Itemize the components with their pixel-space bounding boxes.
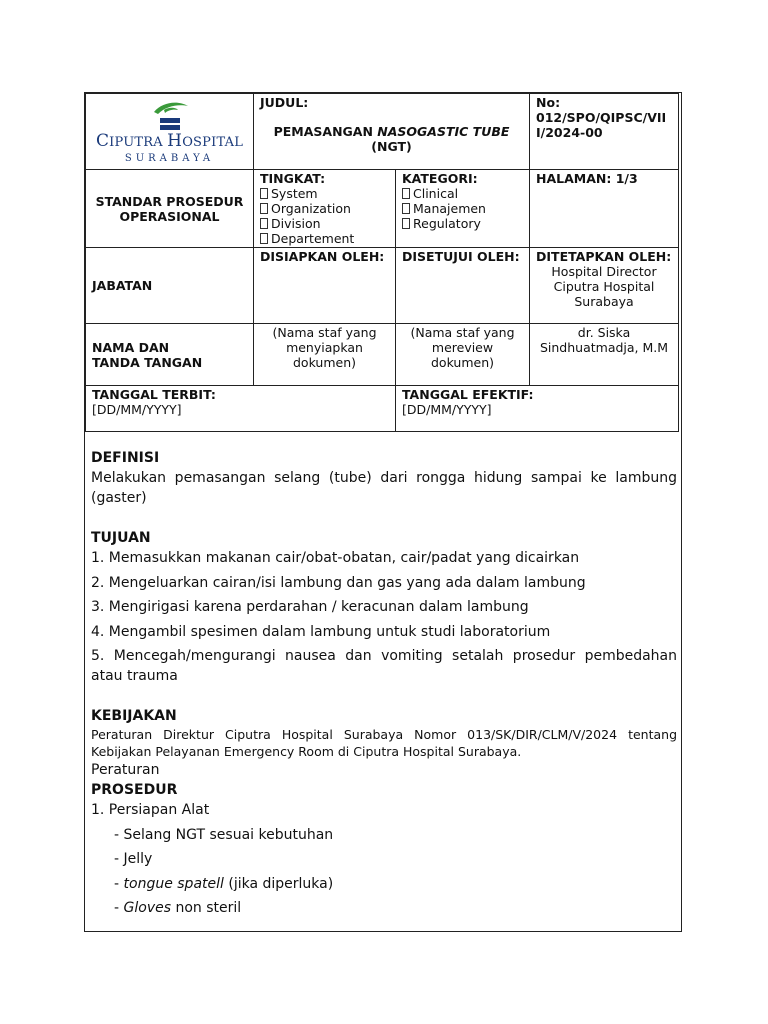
definisi-heading: DEFINISI: [91, 450, 160, 466]
checkbox-icon: [260, 218, 268, 229]
spo-line2: OPERASIONAL: [119, 208, 220, 224]
tingkat-option: Departement: [260, 231, 389, 246]
jabatan-label: JABATAN: [92, 278, 153, 293]
prosedur-step: 1. Persiapan Alat: [91, 802, 210, 818]
tingkat-option: Organization: [260, 201, 389, 216]
disetujui-name: dokumen): [430, 355, 495, 370]
kebijakan-heading: KEBIJAKAN: [91, 708, 177, 724]
tgl-terbit-cell: [86, 386, 396, 432]
disiapkan-name: menyiapkan: [286, 340, 363, 355]
disetujui-name-cell: [396, 324, 530, 386]
disetujui-label: DISETUJUI OLEH:: [402, 249, 520, 264]
tingkat-option: System: [260, 186, 389, 201]
prosedur-subitem: - Gloves non steril: [114, 900, 242, 916]
kategori-option: Regulatory: [402, 216, 523, 231]
nama-label: NAMA DAN: [92, 339, 170, 355]
kategori-option: Manajemen: [402, 201, 523, 216]
no-value: 012/SPO/QIPSC/VIII/2024-00: [536, 110, 667, 140]
logo-city: SURABAYA: [124, 152, 215, 164]
prosedur-subitem: - Jelly: [114, 851, 153, 867]
tingkat-label: TINGKAT:: [260, 171, 326, 186]
disiapkan-name-cell: [254, 324, 396, 386]
jabatan-cell: [86, 248, 254, 324]
tujuan-heading: TUJUAN: [91, 530, 151, 546]
ditetapkan-name: dr. Siska: [577, 325, 631, 340]
no-label: No:: [536, 95, 561, 110]
tujuan-item: 1. Memasukkan makanan cair/obat-obatan, cair/padat yang dicairkan: [91, 550, 580, 566]
tingkat-cell: [254, 170, 396, 248]
checkbox-icon: [260, 188, 268, 199]
nama-label: TANDA TANGAN: [92, 354, 203, 370]
kategori-cell: [396, 170, 530, 248]
tgl-efektif-label: TANGGAL EFEKTIF:: [402, 387, 534, 402]
halaman-cell: [530, 170, 679, 248]
header-table: [85, 93, 679, 432]
kebijakan-text: Peraturan Direktur Ciputra Hospital Surabaya Nomor 013/SK/DIR/CLM/V/2024 tentang Kebijakan Pelayanan Emergency Room di Ciputra Hospital Surabaya.: [91, 727, 677, 759]
prosedur-subitem: - tongue spatell (jika diperluka): [114, 875, 334, 892]
tujuan-item: 2. Mengeluarkan cairan/isi lambung dan gas yang ada dalam lambung: [91, 574, 586, 591]
ditetapkan-value: Hospital Director: [551, 264, 657, 279]
tgl-terbit-value: [DD/MM/YYYY]: [92, 402, 182, 417]
spo-line1: STANDAR PROSEDUR: [95, 193, 244, 209]
judul-title: PEMASANGAN NASOGASTIC TUBE: [273, 124, 510, 139]
no-cell: [530, 94, 679, 170]
tujuan-item: 3. Mengirigasi karena perdarahan / keracunan dalam lambung: [91, 599, 529, 615]
disiapkan-cell: [254, 248, 396, 324]
judul-label: JUDUL:: [260, 95, 309, 110]
ditetapkan-name: Sindhuatmadja, M.M: [539, 340, 669, 355]
disetujui-cell: [396, 248, 530, 324]
tujuan-item: 4. Mengambil spesimen dalam lambung untuk studi laboratorium: [91, 623, 551, 640]
judul-cell: [254, 94, 530, 170]
ditetapkan-value: Ciputra Hospital: [553, 279, 655, 294]
document-page: [84, 92, 682, 932]
checkbox-icon: [402, 203, 410, 214]
document-body: [91, 448, 677, 923]
hospital-logo-icon: [148, 100, 192, 134]
prosedur-heading: PROSEDUR: [91, 782, 178, 798]
kategori-label: KATEGORI:: [402, 171, 478, 186]
spo-cell: [86, 170, 254, 248]
checkbox-icon: [260, 203, 268, 214]
checkbox-icon: [402, 218, 410, 229]
ditetapkan-cell: [530, 248, 679, 324]
kebijakan-extra: Peraturan: [91, 762, 160, 778]
logo-cell: [86, 94, 254, 170]
tujuan-item: 5. Mencegah/mengurangi nausea dan vomiting setalah prosedur pembedahan atau trauma: [91, 648, 677, 684]
halaman-label: HALAMAN: 1/3: [536, 171, 638, 186]
tgl-terbit-label: TANGGAL TERBIT:: [92, 387, 216, 402]
tingkat-option: Division: [260, 216, 389, 231]
definisi-text: Melakukan pemasangan selang (tube) dari rongga hidung sampai ke lambung (gaster): [91, 470, 677, 506]
disetujui-name: mereview: [431, 340, 494, 355]
tgl-efektif-cell: [396, 386, 679, 432]
disiapkan-label: DISIAPKAN OLEH:: [260, 249, 385, 264]
disetujui-name: (Nama staf yang: [410, 325, 515, 340]
tgl-efektif-value: [DD/MM/YYYY]: [402, 402, 492, 417]
prosedur-subitem: - Selang NGT sesuai kebutuhan: [114, 826, 334, 843]
judul-suffix: (NGT): [371, 139, 412, 154]
disiapkan-name: dokumen): [292, 355, 357, 370]
nama-cell: [86, 324, 254, 386]
kategori-option: Clinical: [402, 186, 523, 201]
ditetapkan-value: Surabaya: [574, 294, 634, 309]
checkbox-icon: [402, 188, 410, 199]
disiapkan-name: (Nama staf yang: [272, 325, 377, 340]
checkbox-icon: [260, 233, 268, 244]
ditetapkan-name-cell: [530, 324, 679, 386]
logo-wordmark: CIPUTRA HOSPITAL: [95, 130, 244, 151]
ditetapkan-label: DITETAPKAN OLEH:: [536, 249, 672, 264]
